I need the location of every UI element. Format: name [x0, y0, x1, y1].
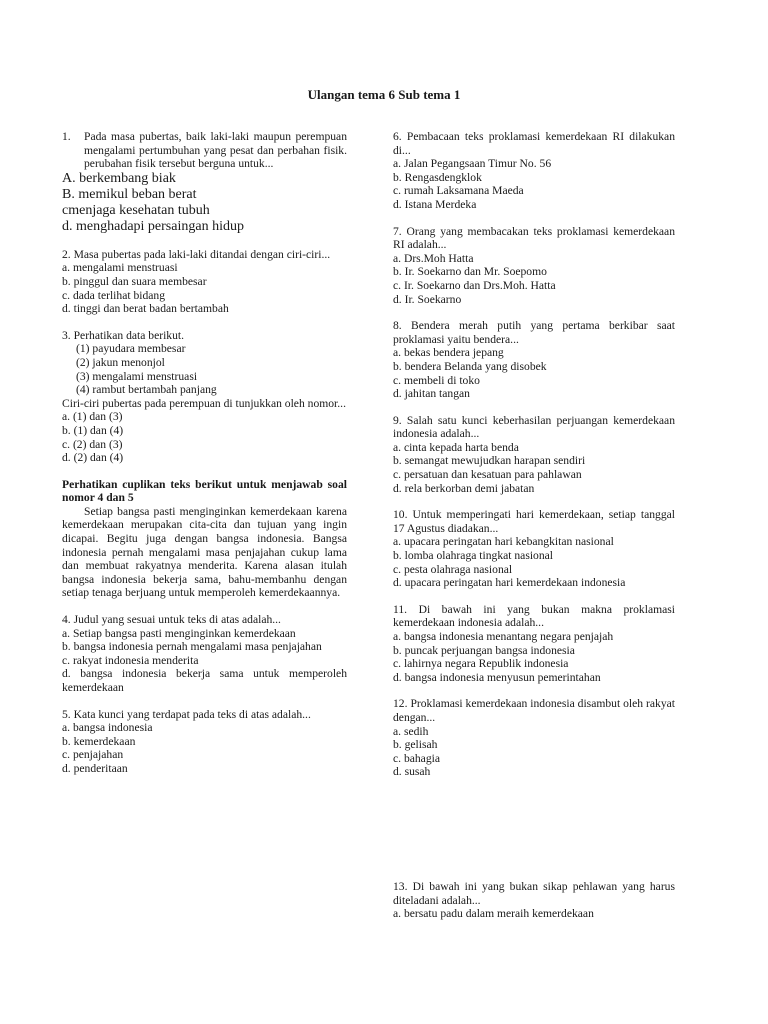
question-4-stem: 4. Judul yang sesuai untuk teks di atas adalah...	[62, 613, 281, 627]
question-5-stem: 5. Kata kunci yang terdapat pada teks di atas adalah...	[62, 707, 311, 721]
question-5-option-c: c. penjajahan	[62, 748, 124, 762]
question-4-option-a: a. Setiap bangsa pasti menginginkan kemerdekaan	[62, 626, 296, 640]
question-10-option-b: b. lomba olahraga tingkat nasional	[393, 549, 554, 563]
question-5-option-a: a. bangsa indonesia	[62, 721, 153, 735]
question-11-option-b: b. puncak perjuangan bangsa indonesia	[393, 643, 575, 657]
question-9	[393, 414, 675, 496]
question-3-data-1: (1) payudara membesar	[76, 342, 186, 356]
question-12-option-c: c. bahagia	[393, 751, 440, 765]
question-6	[393, 130, 675, 212]
question-5	[62, 708, 347, 776]
question-3-data-2: (2) jakun menonjol	[76, 355, 165, 369]
question-13-stem: 13. Di bawah ini yang bukan sikap pehlawan yang harus diteladani adalah...	[393, 879, 675, 907]
question-11-option-c: c. lahirnya negara Republik indonesia	[393, 657, 569, 671]
question-11	[393, 603, 675, 685]
question-2-option-b: b. pinggul dan suara membesar	[62, 274, 207, 288]
question-2-option-c: c. dada terlihat bidang	[62, 288, 166, 302]
question-8-option-c: c. membeli di toko	[393, 373, 480, 387]
question-8-option-d: d. jahitan tangan	[393, 387, 470, 401]
question-6-option-b: b. Rengasdengklok	[393, 170, 482, 184]
question-5-option-d: d. penderitaan	[62, 761, 128, 775]
question-9-option-d: d. rela berkorban demi jabatan	[393, 481, 535, 495]
question-10	[393, 508, 675, 590]
question-12-option-b: b. gelisah	[393, 738, 438, 752]
question-4	[62, 613, 347, 695]
question-12-option-d: d. susah	[393, 765, 431, 779]
question-4-option-b: b. bangsa indonesia pernah mengalami masa penjajahan	[62, 640, 322, 654]
question-8-option-b: b. bendera Belanda yang disobek	[393, 359, 547, 373]
question-10-option-d: d. upacara peringatan hari kemerdekaan indonesia	[393, 576, 626, 590]
question-7-stem: 7. Orang yang membacakan teks proklamasi kemerdekaan RI adalah...	[393, 224, 675, 252]
right-column	[393, 130, 675, 934]
passage-heading: Perhatikan cuplikan teks berikut untuk menjawab soal nomor 4 dan 5	[62, 477, 347, 505]
question-2-option-a: a. mengalami menstruasi	[62, 261, 178, 275]
question-11-option-a: a. bangsa indonesia menantang negara penjajah	[393, 630, 614, 643]
question-1-option-d: d. menghadapi persaingan hidup	[62, 218, 244, 234]
passage-text: Setiap bangsa pasti menginginkan kemerdekaan karena kemerdekaan merupakan cita-cita dan tujuan yang ingin dicapai. Begitu juga dengan bangsa indonesia. Bangsa indonesia pernah mengalami masa penjajahan cukup lama dan membuat rakyatnya menderita. Karena alasan itulah bangsa indonesia bekerja sama, bahu-membanhu dengan setiap tenaga berjuang untuk memperoleh kemerdekaannya.	[62, 504, 347, 600]
question-11-stem: 11. Di bawah ini yang bukan makna proklamasi kemerdekaan indonesia adalah...	[393, 602, 675, 630]
question-3-stem: 3. Perhatikan data berikut.	[62, 328, 185, 342]
question-3-option-d: d. (2) dan (4)	[62, 451, 124, 465]
question-6-stem: 6. Pembacaan teks proklamasi kemerdekaan RI dilakukan di...	[393, 130, 675, 157]
question-4-option-c: c. rakyat indonesia menderita	[62, 653, 199, 667]
question-6-option-c: c. rumah Laksamana Maeda	[393, 184, 524, 198]
question-3-option-b: b. (1) dan (4)	[62, 423, 124, 437]
question-1-number: 1.	[62, 130, 71, 143]
question-9-stem: 9. Salah satu kunci keberhasilan perjuangan kemerdekaan indonesia adalah...	[393, 413, 675, 441]
question-2	[62, 248, 347, 316]
question-10-option-a: a. upacara peringatan hari kebangkitan nasional	[393, 535, 614, 549]
question-1-option-c: cmenjaga kesehatan tubuh	[62, 202, 210, 218]
question-1-option-a: A. berkembang biak	[62, 170, 176, 186]
left-column	[62, 130, 347, 789]
question-9-option-c: c. persatuan dan kesatuan para pahlawan	[393, 468, 582, 482]
question-2-stem: 2. Masa pubertas pada laki-laki ditandai dengan ciri-ciri...	[62, 247, 331, 261]
question-3-option-c: c. (2) dan (3)	[62, 437, 123, 451]
question-7-option-d: d. Ir. Soekarno	[393, 292, 462, 306]
question-7-option-b: b. Ir. Soekarno dan Mr. Soepomo	[393, 265, 547, 279]
question-5-option-b: b. kemerdekaan	[62, 734, 136, 748]
question-12-stem: 12. Proklamasi kemerdekaan indonesia disambut oleh rakyat dengan...	[393, 697, 675, 724]
question-10-stem: 10. Untuk memperingati hari kemerdekaan, setiap tanggal 17 Agustus diadakan...	[393, 508, 675, 535]
question-3-data-3: (3) mengalami menstruasi	[76, 369, 198, 383]
question-6-option-d: d. Istana Merdeka	[393, 197, 477, 211]
question-10-option-c: c. pesta olahraga nasional	[393, 562, 513, 576]
question-3-question: Ciri-ciri pubertas pada perempuan di tunjukkan oleh nomor...	[62, 396, 346, 410]
question-6-option-a: a. Jalan Pegangsaan Timur No. 56	[393, 157, 552, 171]
question-9-option-a: a. cinta kepada harta benda	[393, 440, 519, 454]
question-2-option-d: d. tinggi dan berat badan bertambah	[62, 302, 229, 316]
question-7-option-c: c. Ir. Soekarno dan Drs.Moh. Hatta	[393, 278, 556, 292]
question-1-option-b: B. memikul beban berat	[62, 186, 197, 202]
question-3	[62, 329, 347, 465]
question-9-option-b: b. semangat mewujudkan harapan sendiri	[393, 454, 586, 468]
question-1	[62, 130, 347, 235]
question-12-option-a: a. sedih	[393, 724, 429, 738]
question-1-stem: Pada masa pubertas, baik laki-laki maupun perempuan mengalami pertumbuhan yang pesat dan perbahan fisik. perubahan fisik tersebut berguna untuk...	[84, 130, 347, 171]
question-7	[393, 225, 675, 307]
question-7-option-a: a. Drs.Moh Hatta	[393, 251, 474, 265]
question-11-option-d: d. bangsa indonesia menyusun pemerintahan	[393, 670, 601, 684]
question-3-option-a: a. (1) dan (3)	[62, 410, 123, 424]
reading-passage	[62, 478, 347, 600]
question-3-data-4: (4) rambut bertambah panjang	[76, 383, 217, 397]
blank-space	[393, 792, 675, 880]
page-title: Ulangan tema 6 Sub tema 1	[307, 87, 461, 102]
question-13-option-a: a. bersatu padu dalam meraih kemerdekaan	[393, 907, 594, 921]
question-8	[393, 319, 675, 401]
question-12	[393, 697, 675, 779]
question-13	[393, 880, 675, 921]
question-4-option-d: d. bangsa indonesia bekerja sama untuk memperoleh kemerdekaan	[62, 667, 347, 694]
question-8-option-a: a. bekas bendera jepang	[393, 346, 504, 360]
question-8-stem: 8. Bendera merah putih yang pertama berkibar saat proklamasi yaitu bendera...	[393, 319, 675, 346]
